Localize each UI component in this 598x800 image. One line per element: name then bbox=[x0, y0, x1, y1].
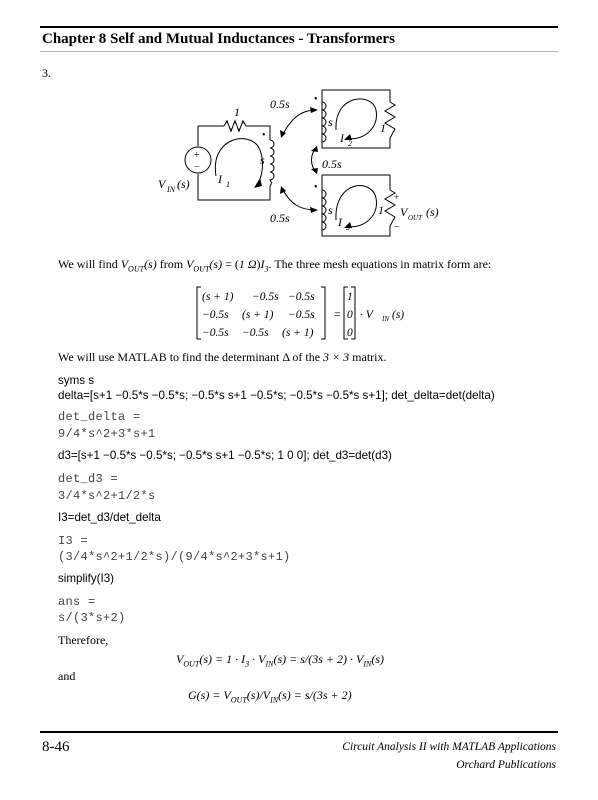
svg-text:(s): (s) bbox=[177, 177, 190, 191]
rhs-suffix: · V bbox=[360, 309, 373, 321]
matrix-cell: −0.5s bbox=[252, 291, 279, 303]
source-plus: + bbox=[194, 150, 200, 161]
paragraph-find-vout: We will find $V_{OUT}(s)$ from $V_{OUT}(s) = (1$ $\Omega)I_3$. The three mesh equations in matrix form are: bbox=[58, 257, 492, 274]
book-title: Circuit Analysis II with MATLAB Applications bbox=[342, 741, 556, 753]
svg-text:IN: IN bbox=[167, 185, 175, 194]
publisher: Orchard Publications bbox=[456, 759, 556, 771]
matrix-cell: −0.5s bbox=[288, 309, 315, 321]
matlab-output: 9/4*s^2+3*s+1 bbox=[58, 427, 156, 441]
matrix-equals: = bbox=[334, 309, 341, 321]
matrix-cell: (s + 1) bbox=[242, 309, 274, 321]
svg-text:OUT: OUT bbox=[408, 214, 423, 222]
current-arrow-i3 bbox=[336, 186, 377, 227]
label-m-top: 0.5s bbox=[270, 97, 290, 111]
label-m-mid: 0.5s bbox=[322, 157, 342, 171]
svg-text:•: • bbox=[314, 182, 318, 193]
svg-text:•: • bbox=[262, 130, 266, 141]
resistor-2 bbox=[385, 102, 395, 138]
label-l-primary: s bbox=[260, 153, 265, 167]
label-vin: V bbox=[158, 177, 166, 191]
matlab-output: 3/4*s^2+1/2*s bbox=[58, 489, 156, 503]
matlab-output: I3 = bbox=[58, 534, 89, 548]
svg-text:(s): (s) bbox=[392, 309, 405, 321]
current-arrow-i1 bbox=[215, 139, 262, 186]
matrix-cell: −0.5s bbox=[288, 291, 315, 303]
therefore-text: Therefore, bbox=[58, 633, 109, 647]
header-rule-top bbox=[40, 26, 558, 28]
source-minus: − bbox=[194, 162, 200, 173]
svg-text:2: 2 bbox=[348, 139, 352, 148]
matlab-command: d3=[s+1 −0.5*s −0.5*s; −0.5*s s+1 −0.5*s; 1 0 0]; det_d3=det(d3) bbox=[58, 449, 392, 462]
label-r2: 1 bbox=[380, 121, 386, 135]
label-m-bot: 0.5s bbox=[270, 211, 290, 225]
rhs-cell: 1 bbox=[347, 291, 353, 303]
label-vout: V bbox=[400, 205, 408, 219]
matrix-cell: (s + 1) bbox=[202, 291, 234, 303]
matrix-cell: −0.5s bbox=[202, 327, 229, 339]
equation-transfer-function: $G(s) = V_{OUT}(s)/V_{IN}(s) = s/(3s + 2)$ bbox=[188, 688, 352, 705]
label-i3: I bbox=[338, 215, 342, 229]
chapter-title: Chapter 8 Self and Mutual Inductances - Transformers bbox=[42, 31, 395, 47]
matrix-cell: (s + 1) bbox=[282, 327, 314, 339]
header-rule-bottom bbox=[40, 51, 558, 52]
label-l-bottom: s bbox=[328, 203, 333, 217]
rhs-cell: 0 bbox=[347, 309, 353, 321]
svg-text:3: 3 bbox=[346, 223, 350, 232]
mesh-matrix-equation bbox=[196, 285, 436, 341]
matlab-output: ans = bbox=[58, 595, 96, 609]
matlab-command: delta=[s+1 −0.5*s −0.5*s; −0.5*s s+1 −0.5*s; −0.5*s −0.5*s s+1]; det_delta=det(delta) bbox=[58, 389, 495, 402]
inductor-bottom bbox=[322, 190, 326, 230]
coupling-arc-bottom bbox=[282, 188, 316, 210]
paragraph-matlab-det: We will use MATLAB to find the determinant Δ of the 3 × 3 matrix. bbox=[58, 350, 387, 364]
inductor-primary bbox=[270, 140, 274, 186]
label-i1: I bbox=[218, 172, 222, 186]
matlab-command: simplify(I3) bbox=[58, 572, 115, 585]
label-r1: 1 bbox=[234, 105, 240, 119]
label-i2: I bbox=[340, 131, 344, 145]
svg-text:1: 1 bbox=[226, 180, 230, 189]
circuit-diagram bbox=[150, 80, 423, 250]
and-text: and bbox=[58, 669, 76, 683]
label-r3: 1 bbox=[378, 203, 384, 217]
matlab-command: syms s bbox=[58, 374, 95, 387]
footer-rule bbox=[40, 731, 558, 733]
page-number: 8-46 bbox=[42, 739, 70, 755]
matlab-output: det_delta = bbox=[58, 410, 141, 424]
matrix-cell: −0.5s bbox=[242, 327, 269, 339]
out-plus: + bbox=[394, 192, 400, 202]
rhs-cell: 0 bbox=[347, 327, 353, 339]
problem-number: 3. bbox=[42, 66, 51, 80]
equation-vout: $V_{OUT}(s) = 1 \cdot I_3 \cdot V_{IN}(s) = s/(3s + 2) \cdot V_{IN}(s)$ bbox=[176, 652, 385, 669]
matlab-command: I3=det_d3/det_delta bbox=[58, 511, 161, 524]
label-l-top: s bbox=[328, 115, 333, 129]
matrix-cell: −0.5s bbox=[202, 309, 229, 321]
svg-text:•: • bbox=[314, 94, 318, 105]
coupling-arc-top bbox=[282, 110, 316, 136]
inductor-top bbox=[322, 102, 326, 142]
matlab-output: (3/4*s^2+1/2*s)/(9/4*s^2+3*s+1) bbox=[58, 550, 291, 564]
svg-text:IN: IN bbox=[382, 315, 389, 323]
matlab-output: det_d3 = bbox=[58, 472, 119, 486]
matlab-output: s/(3*s+2) bbox=[58, 611, 126, 625]
out-minus: − bbox=[394, 222, 400, 233]
label-vout-arg: (s) bbox=[426, 205, 439, 219]
